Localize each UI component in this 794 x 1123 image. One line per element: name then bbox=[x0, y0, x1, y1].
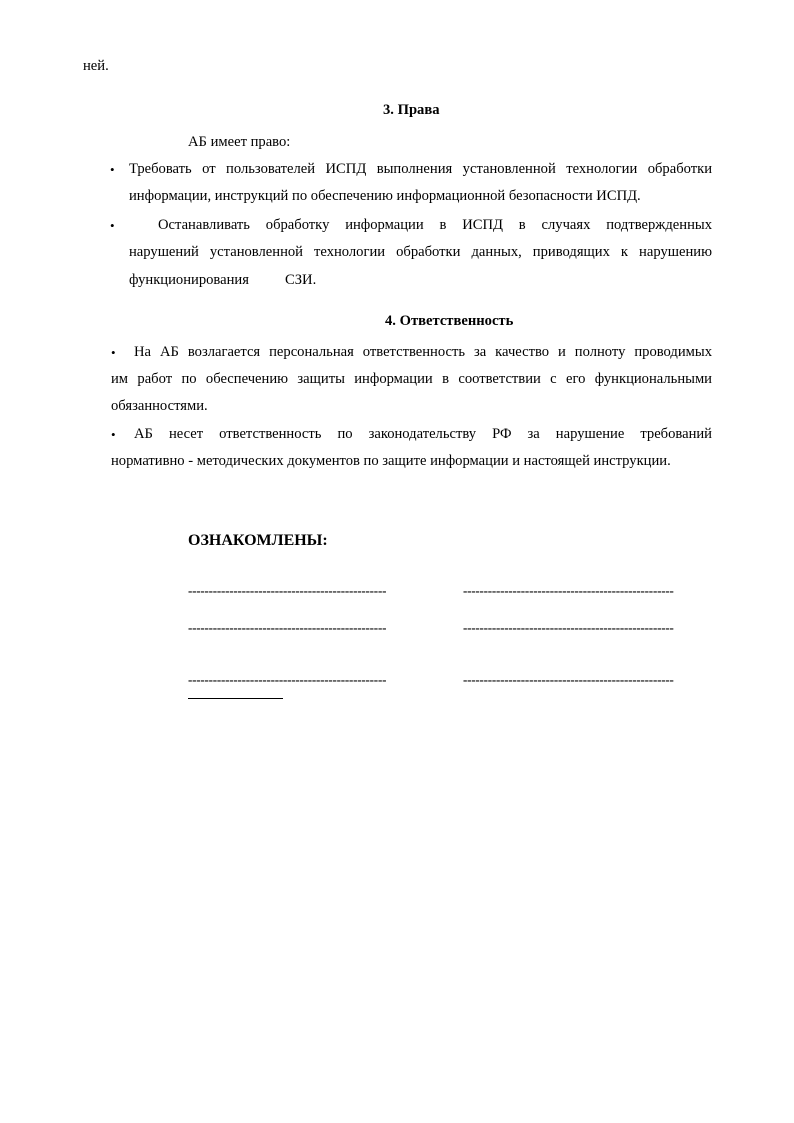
acknowledged-title: ОЗНАКОМЛЕНЫ: bbox=[188, 532, 328, 549]
signature-line-left: ------------------------------------------------ bbox=[188, 583, 387, 598]
bullet-marker: • bbox=[111, 427, 116, 442]
section4-item1-line1: На АБ возлагается персональная ответственность за качество и полноту проводимых bbox=[134, 344, 712, 360]
signature-line-right: --------------------------------------------------- bbox=[463, 672, 674, 687]
section3-item2-line2: нарушений установленной технологии обработки данных, приводящих к нарушению bbox=[129, 244, 712, 260]
bullet-marker: • bbox=[111, 345, 116, 360]
top-fragment: ней. bbox=[83, 58, 109, 74]
section4-item2-line2: нормативно - методических документов по защите информации и настоящей инструкции. bbox=[111, 453, 671, 469]
section3-item2-line3b: СЗИ. bbox=[285, 272, 317, 288]
underline-rule bbox=[188, 698, 283, 699]
signature-line-right: --------------------------------------------------- bbox=[463, 583, 674, 598]
section4-heading: 4. Ответственность bbox=[385, 313, 514, 329]
section4-item1-line2: им работ по обеспечению защиты информации в соответствии с его функциональными bbox=[111, 371, 712, 387]
section4-item2-line1: АБ несет ответственность по законодательству РФ за нарушение требований bbox=[134, 426, 712, 442]
signature-line-left: ------------------------------------------------ bbox=[188, 672, 387, 687]
bullet-marker: • bbox=[110, 162, 115, 177]
section3-intro: АБ имеет право: bbox=[188, 134, 291, 150]
signature-line-left: ------------------------------------------------ bbox=[188, 620, 387, 635]
section3-heading: 3. Права bbox=[383, 102, 440, 118]
section3-item1-line1: Требовать от пользователей ИСПД выполнения установленной технологии обработки bbox=[129, 161, 712, 177]
bullet-marker: • bbox=[110, 218, 115, 233]
section3-item1-line2: информации, инструкций по обеспечению информационной безопасности ИСПД. bbox=[129, 188, 641, 204]
section4-item1-line3: обязанностями. bbox=[111, 398, 208, 414]
section3-item2-line1: Останавливать обработку информации в ИСПД в случаях подтвержденных bbox=[158, 217, 712, 233]
section3-item2-line3a: функционирования bbox=[129, 272, 249, 288]
signature-line-right: --------------------------------------------------- bbox=[463, 620, 674, 635]
